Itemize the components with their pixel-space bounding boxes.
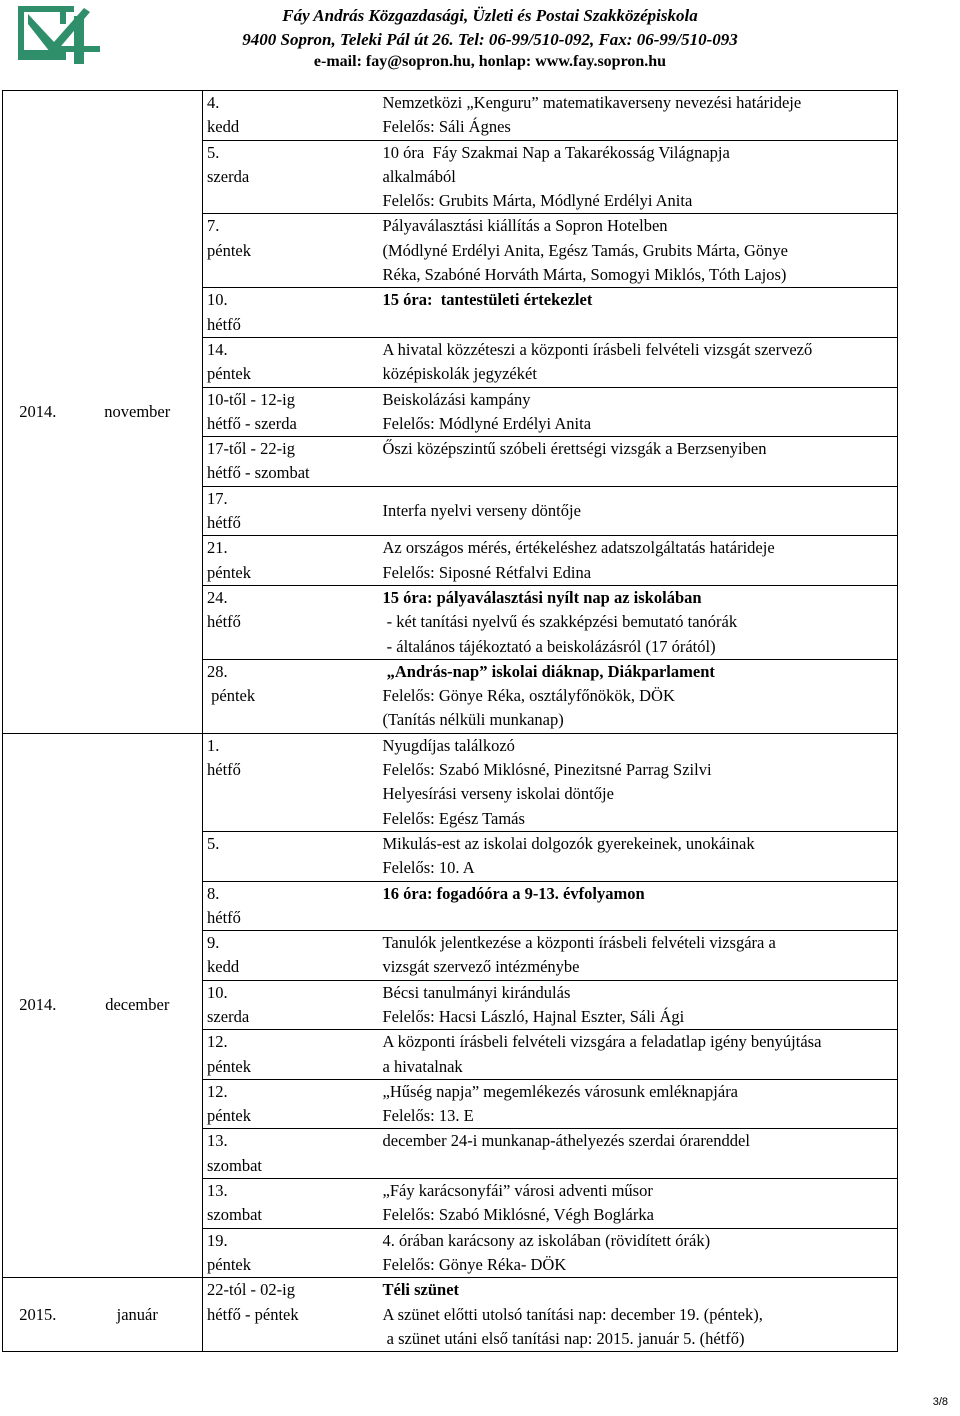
- event-line: Helyesírási verseny iskolai döntője: [382, 784, 614, 804]
- date-cell: [203, 733, 381, 831]
- event-cell: [381, 536, 898, 586]
- date-number: 8.: [207, 883, 220, 903]
- event-line: Felelős: Szabó Miklósné, Pinezitsné Parrag Szilvi: [382, 760, 712, 780]
- school-contact: e-mail: fay@sopron.hu, honlap: www.fay.sopron.hu: [313, 53, 667, 70]
- date-number: 10.: [207, 290, 228, 310]
- date-cell: [203, 1079, 381, 1129]
- event-cell: [381, 1030, 898, 1080]
- event-line: alkalmából: [382, 166, 456, 186]
- date-number: 28.: [207, 661, 228, 681]
- table-row: [3, 91, 898, 141]
- event-line: Az országos mérés, értékeléshez adatszolgáltatás határideje: [382, 538, 775, 558]
- event-cell: [381, 486, 898, 536]
- date-weekday: hétfő: [207, 612, 241, 632]
- event-cell: [381, 437, 898, 487]
- event-cell: [381, 140, 898, 214]
- event-line: 15 óra: tantestületi értekezlet: [382, 290, 593, 310]
- event-cell: [381, 387, 898, 437]
- date-cell: [203, 1030, 381, 1080]
- event-line: Pályaválasztási kiállítás a Sopron Hotelben: [382, 216, 668, 236]
- event-line: 15 óra: pályaválasztási nyílt nap az iskolában: [382, 587, 702, 607]
- event-cell: [381, 288, 898, 338]
- date-cell: [203, 536, 381, 586]
- event-line: 10 óra Fáy Szakmai Nap a Takarékosság Világnapja: [382, 142, 730, 162]
- date-weekday: hétfő - péntek: [207, 1304, 299, 1324]
- date-number: 1.: [207, 735, 220, 755]
- event-line: Interfa nyelvi verseny döntője: [382, 500, 581, 520]
- event-line: (Tanítás nélküli munkanap): [382, 710, 564, 730]
- date-weekday: péntek: [207, 686, 256, 706]
- event-line: Tanulók jelentkezése a központi írásbeli felvételi vizsgára a: [382, 933, 776, 953]
- event-cell: [381, 91, 898, 141]
- date-cell: [203, 1129, 381, 1179]
- event-line: 4. órában karácsony az iskolában (rövidített órák): [382, 1230, 711, 1250]
- date-cell: [203, 140, 381, 214]
- event-line: Felelős: Gönye Réka, osztályfőnökök, DÖK: [382, 686, 675, 706]
- month-cell: november: [73, 91, 203, 734]
- event-cell: [381, 337, 898, 387]
- event-cell: [381, 1079, 898, 1129]
- event-line: Felelős: Szabó Miklósné, Végh Boglárka: [382, 1205, 654, 1225]
- event-line: Téli szünet: [382, 1280, 460, 1300]
- date-cell: [203, 831, 381, 881]
- event-line: a szünet utáni első tanítási nap: 2015. január 5. (hétfő): [382, 1328, 745, 1348]
- event-cell: [381, 980, 898, 1030]
- event-line: 16 óra: fogadóóra a 9-13. évfolyamon: [382, 883, 645, 903]
- date-number: 9.: [207, 933, 220, 953]
- date-cell: [203, 585, 381, 659]
- event-line: Őszi középszintű szóbeli érettségi vizsgák a Berzsenyiben: [382, 439, 767, 459]
- date-number: 22-tól - 02-ig: [207, 1280, 295, 1300]
- date-weekday: péntek: [207, 1254, 251, 1274]
- school-logo-icon: [14, 2, 104, 66]
- date-weekday: péntek: [207, 1106, 251, 1126]
- year-cell: 2015.: [3, 1278, 73, 1352]
- date-weekday: kedd: [207, 117, 240, 137]
- date-weekday: hétfő: [207, 513, 241, 533]
- date-number: 13.: [207, 1181, 228, 1201]
- event-line: (Módlyné Erdélyi Anita, Egész Tamás, Grubits Márta, Gönye: [382, 240, 788, 260]
- year-cell: 2014.: [3, 733, 73, 1278]
- date-cell: [203, 486, 381, 536]
- event-line: Felelős: Grubits Márta, Módlyné Erdélyi Anita: [382, 191, 693, 211]
- event-line: - két tanítási nyelvű és szakképzési bemutató tanórák: [382, 612, 738, 632]
- date-number: 19.: [207, 1230, 228, 1250]
- event-schedule-table: [2, 90, 898, 1352]
- date-cell: [203, 931, 381, 981]
- event-line: Felelős: Siposné Rétfalvi Edina: [382, 562, 592, 582]
- event-cell: [381, 931, 898, 981]
- event-line: Felelős: Gönye Réka- DÖK: [382, 1254, 567, 1274]
- event-line: A központi írásbeli felvételi vizsgára a feladatlap igény benyújtása: [382, 1032, 822, 1052]
- date-cell: [203, 1228, 381, 1278]
- page-number: 3/8: [932, 1396, 948, 1408]
- letterhead: [0, 0, 960, 80]
- date-weekday: péntek: [207, 240, 251, 260]
- event-line: Felelős: Egész Tamás: [382, 808, 525, 828]
- event-line: Nemzetközi „Kenguru” matematikaverseny nevezési határideje: [382, 93, 802, 112]
- date-number: 5.: [207, 833, 220, 853]
- school-address: 9400 Sopron, Teleki Pál út 26. Tel: 06-99/510-092, Fax: 06-99/510-093: [242, 30, 738, 49]
- event-line: - általános tájékoztató a beiskolázásról (17 órától): [382, 636, 716, 656]
- date-cell: [203, 437, 381, 487]
- event-line: „Hűség napja” megemlékezés városunk emléknapjára: [382, 1081, 739, 1101]
- event-cell: [381, 733, 898, 831]
- event-cell: [381, 1179, 898, 1229]
- event-line: Mikulás-est az iskolai dolgozók gyerekeinek, unokáinak: [382, 833, 755, 853]
- event-line: Felelős: Módlyné Erdélyi Anita: [382, 413, 592, 433]
- event-line: A szünet előtti utolsó tanítási nap: december 19. (péntek),: [382, 1304, 763, 1324]
- event-line: Réka, Szabóné Horváth Márta, Somogyi Miklós, Tóth Lajos): [382, 265, 787, 285]
- date-number: 10-től - 12-ig: [207, 389, 295, 409]
- month-cell: december: [73, 733, 203, 1278]
- date-cell: [203, 1278, 381, 1352]
- event-line: középiskolák jegyzékét: [382, 364, 537, 384]
- date-weekday: szombat: [207, 1155, 262, 1175]
- date-weekday: péntek: [207, 1056, 251, 1076]
- date-number: 14.: [207, 339, 228, 359]
- event-line: Felelős: 13. E: [382, 1106, 474, 1126]
- year-cell: 2014.: [3, 91, 73, 734]
- event-line: a hivatalnak: [382, 1056, 463, 1076]
- date-number: 17.: [207, 488, 228, 508]
- date-cell: [203, 980, 381, 1030]
- date-weekday: péntek: [207, 562, 251, 582]
- date-cell: [203, 288, 381, 338]
- event-cell: [381, 214, 898, 288]
- event-line: Felelős: 10. A: [382, 858, 475, 878]
- date-number: 13.: [207, 1131, 228, 1151]
- date-cell: [203, 659, 381, 733]
- date-number: 24.: [207, 587, 228, 607]
- date-number: 5.: [207, 142, 220, 162]
- date-weekday: hétfő - szombat: [207, 463, 310, 483]
- date-cell: [203, 881, 381, 931]
- date-weekday: péntek: [207, 364, 251, 384]
- date-number: 4.: [207, 93, 220, 112]
- event-line: december 24-i munkanap-áthelyezés szerdai órarenddel: [382, 1131, 750, 1151]
- event-cell: [381, 1129, 898, 1179]
- event-cell: [381, 881, 898, 931]
- event-cell: [381, 1228, 898, 1278]
- date-weekday: hétfő: [207, 314, 241, 334]
- event-cell: [381, 1278, 898, 1352]
- date-cell: [203, 1179, 381, 1229]
- event-line: Felelős: Sáli Ágnes: [382, 117, 511, 137]
- event-cell: [381, 831, 898, 881]
- event-line: Beiskolázási kampány: [382, 389, 531, 409]
- date-cell: [203, 214, 381, 288]
- month-cell: január: [73, 1278, 203, 1352]
- date-cell: [203, 91, 381, 141]
- table-row: [3, 733, 898, 831]
- event-cell: [381, 659, 898, 733]
- event-cell: [381, 585, 898, 659]
- event-line: „András-nap” iskolai diáknap, Diákparlament: [382, 661, 715, 681]
- date-number: 12.: [207, 1032, 228, 1052]
- date-weekday: szombat: [207, 1205, 262, 1225]
- date-number: 17-től - 22-ig: [207, 439, 295, 459]
- date-number: 10.: [207, 982, 228, 1002]
- event-line: Nyugdíjas találkozó: [382, 735, 515, 755]
- event-line: Felelős: Hacsi László, Hajnal Eszter, Sáli Ági: [382, 1006, 685, 1026]
- date-weekday: hétfő - szerda: [207, 413, 297, 433]
- school-name: Fáy András Közgazdasági, Üzleti és Postai Szakközépiskola: [282, 6, 698, 25]
- date-number: 21.: [207, 538, 228, 558]
- date-cell: [203, 337, 381, 387]
- event-line: vizsgát szervező intézménybe: [382, 957, 580, 977]
- event-line: „Fáy karácsonyfái” városi adventi műsor: [382, 1181, 653, 1201]
- date-cell: [203, 387, 381, 437]
- date-number: 7.: [207, 216, 220, 236]
- date-number: 12.: [207, 1081, 228, 1101]
- date-weekday: szerda: [207, 166, 250, 186]
- event-line: A hivatal közzéteszi a központi írásbeli felvételi vizsgát szervező: [382, 339, 813, 359]
- date-weekday: hétfő: [207, 907, 241, 927]
- event-line: Bécsi tanulmányi kirándulás: [382, 982, 571, 1002]
- date-weekday: kedd: [207, 957, 240, 977]
- table-row: [3, 1278, 898, 1352]
- date-weekday: hétfő: [207, 760, 241, 780]
- date-weekday: szerda: [207, 1006, 250, 1026]
